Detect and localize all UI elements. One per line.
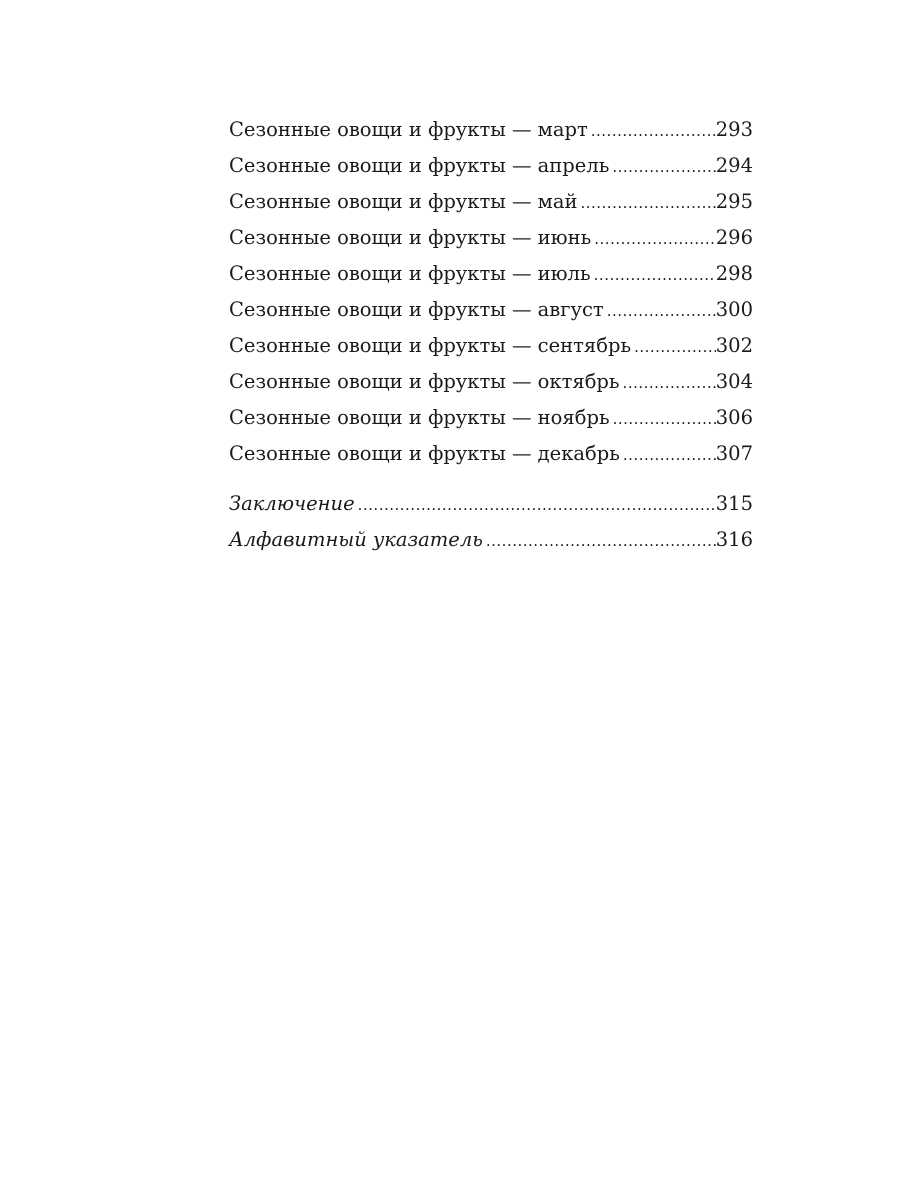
- toc-entry-title: Сезонные овощи и фрукты — декабрь: [229, 442, 620, 465]
- toc-entry-august[interactable]: [229, 292, 753, 328]
- toc-entry-page: 316: [715, 528, 753, 551]
- toc-entry-page: 300: [715, 298, 753, 321]
- dot-leader: [623, 365, 716, 401]
- toc-entry-page: 302: [715, 334, 753, 357]
- toc-entry-page: 304: [715, 370, 753, 393]
- toc-entry-june[interactable]: [229, 220, 753, 256]
- toc-entry-index[interactable]: [229, 522, 753, 558]
- toc-entry-title: Сезонные овощи и фрукты — апрель: [229, 154, 610, 177]
- dot-leader: [623, 437, 716, 473]
- toc-entry-page: 298: [715, 262, 753, 285]
- dot-leader: [594, 221, 716, 257]
- toc-entry-conclusion[interactable]: [229, 486, 753, 522]
- toc-entry-page: 315: [715, 492, 753, 515]
- toc-entry-july[interactable]: [229, 256, 753, 292]
- toc-entry-title: Сезонные овощи и фрукты — август: [229, 298, 604, 321]
- toc-entry-title: Сезонные овощи и фрукты — июль: [229, 262, 591, 285]
- toc-entry-page: 296: [715, 226, 753, 249]
- toc-entry-page: 307: [715, 442, 753, 465]
- dot-leader: [612, 149, 715, 185]
- table-of-contents: [229, 112, 753, 558]
- toc-entry-november[interactable]: [229, 400, 753, 436]
- dot-leader: [486, 523, 716, 559]
- toc-entry-title: Сезонные овощи и фрукты — ноябрь: [229, 406, 610, 429]
- toc-entry-december[interactable]: [229, 436, 753, 472]
- dot-leader: [594, 257, 716, 293]
- toc-entry-page: 294: [715, 154, 753, 177]
- dot-leader: [591, 113, 716, 149]
- toc-entry-may[interactable]: [229, 184, 753, 220]
- dot-leader: [580, 185, 715, 221]
- toc-entry-page: 306: [715, 406, 753, 429]
- toc-entry-page: 293: [715, 118, 753, 141]
- toc-entry-title: Сезонные овощи и фрукты — май: [229, 190, 578, 213]
- toc-entry-title: Сезонные овощи и фрукты — октябрь: [229, 370, 620, 393]
- toc-entry-april[interactable]: [229, 148, 753, 184]
- toc-closing-section: [229, 486, 753, 558]
- dot-leader: [607, 293, 716, 329]
- toc-seasonal-section: [229, 112, 753, 472]
- toc-entry-march[interactable]: [229, 112, 753, 148]
- dot-leader: [634, 329, 716, 365]
- toc-entry-title: Сезонные овощи и фрукты — июнь: [229, 226, 592, 249]
- toc-entry-page: 295: [715, 190, 753, 213]
- toc-entry-title: Сезонные овощи и фрукты — сентябрь: [229, 334, 632, 357]
- toc-entry-title: Сезонные овощи и фрукты — март: [229, 118, 588, 141]
- dot-leader: [358, 487, 716, 523]
- dot-leader: [613, 401, 716, 437]
- toc-entry-october[interactable]: [229, 364, 753, 400]
- toc-entry-september[interactable]: [229, 328, 753, 364]
- toc-entry-title: Алфавитный указатель: [229, 528, 483, 551]
- toc-entry-title: Заключение: [229, 492, 355, 515]
